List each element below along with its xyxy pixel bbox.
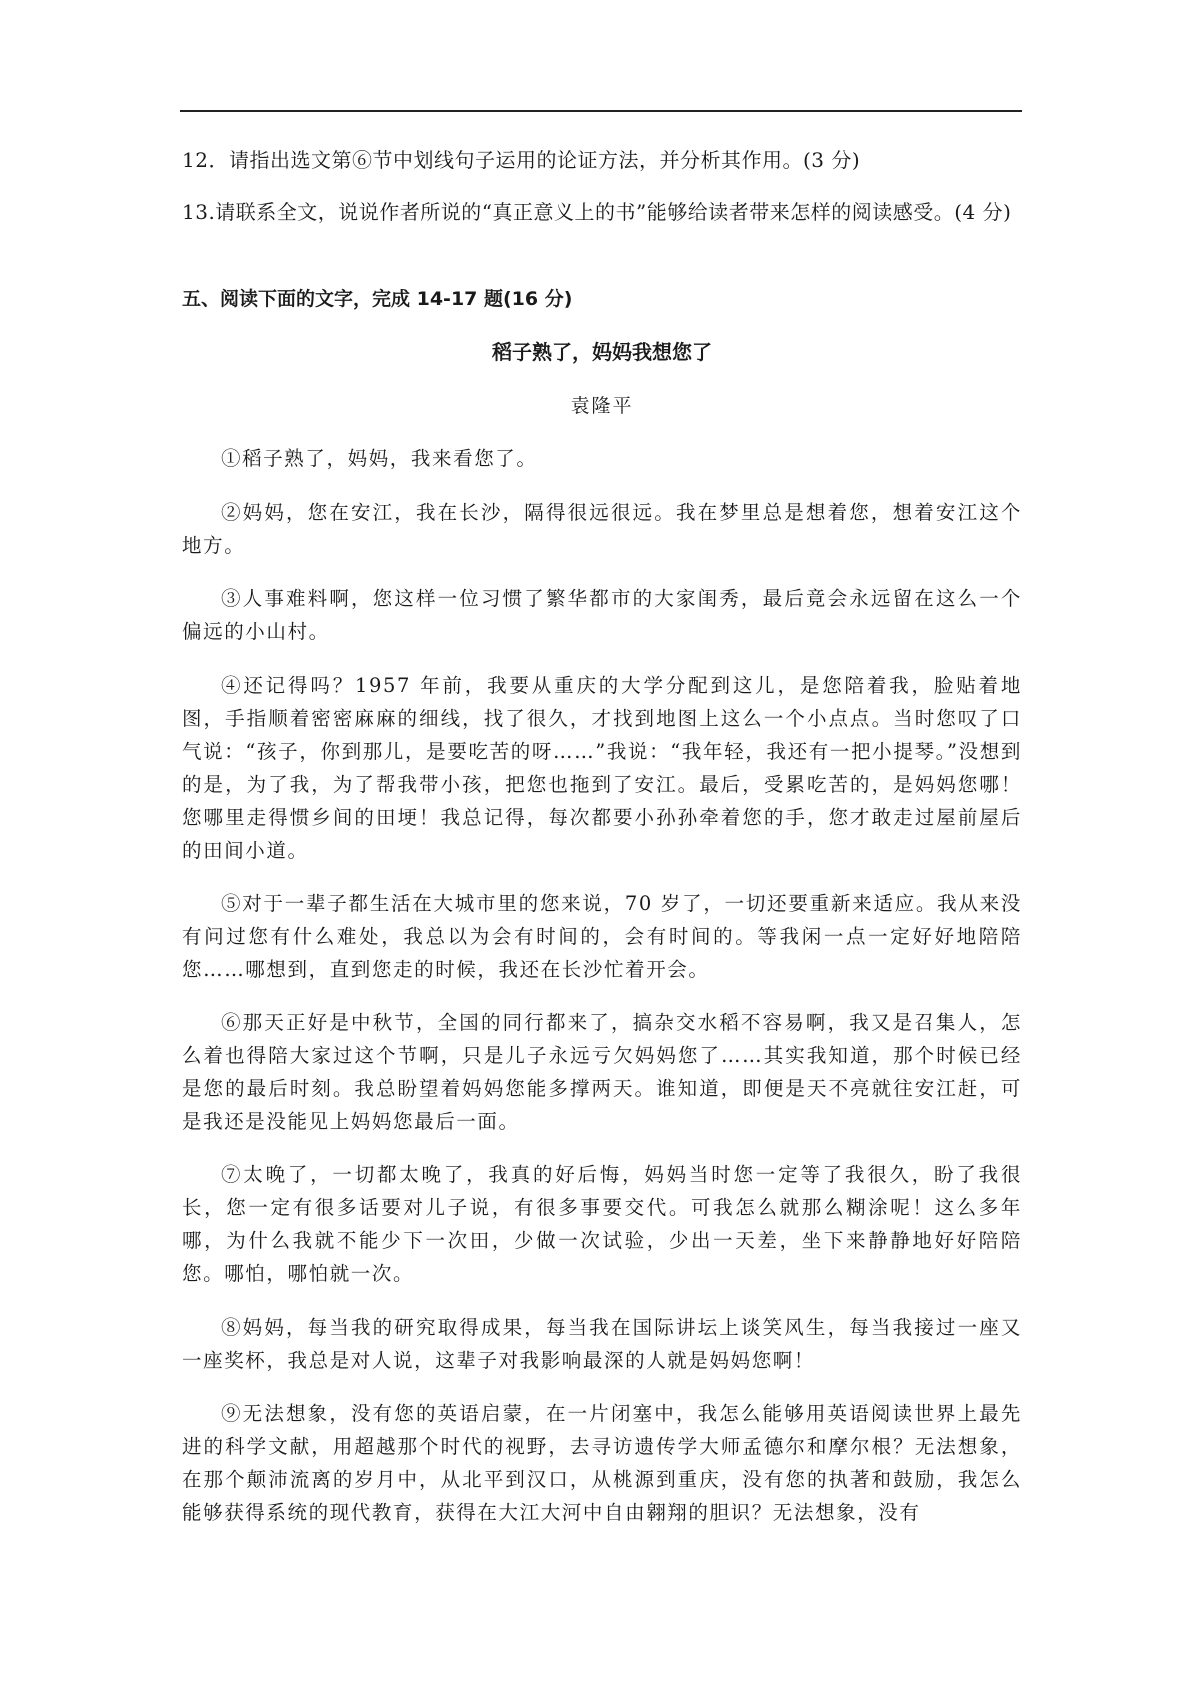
paragraph-3: ③人事难料啊，您这样一位习惯了繁华都市的大家闺秀，最后竟会永远留在这么一个偏远的小山村。: [182, 587, 1022, 643]
article-author: 袁隆平: [570, 395, 634, 417]
article-title: 稻子熟了，妈妈我想您了: [492, 340, 712, 364]
header-rule: [180, 110, 1022, 112]
question-12: 12．请指出选文第⑥节中划线句子运用的论证方法，并分析其作用。(3 分): [182, 148, 861, 172]
paragraph-7: ⑦太晚了，一切都太晚了，我真的好后悔，妈妈当时您一定等了我很久，盼了我很长，您一定有很多话要对儿子说，有很多事要交代。可我怎么就那么糊涂呢！这么多年哪，为什么我就不能少下一次田，少做一次试验，少出一天差，坐下来静静地好好陪陪您。哪怕，哪怕就一次。: [182, 1163, 1022, 1285]
paragraph-1: ①稻子熟了，妈妈，我来看您了。: [221, 447, 538, 470]
paragraph-8: ⑧妈妈，每当我的研究取得成果，每当我在国际讲坛上谈笑风生，每当我接过一座又一座奖杯，我总是对人说，这辈子对我影响最深的人就是妈妈您啊！: [182, 1316, 1022, 1372]
question-13: 13.请联系全文，说说作者所说的“真正意义上的书”能够给读者带来怎样的阅读感受。(4 分): [182, 200, 1012, 224]
paragraph-2: ②妈妈，您在安江，我在长沙，隔得很远很远。我在梦里总是想着您，想着安江这个地方。: [182, 501, 1022, 557]
section-heading: 五、阅读下面的文字，完成 14-17 题(16 分): [182, 288, 573, 310]
paragraph-5: ⑤对于一辈子都生活在大城市里的您来说，70 岁了，一切还要重新来适应。我从来没有问过您有什么难处，我总以为会有时间的，会有时间的。等我闲一点一定好好地陪陪您……哪想到，直到您走的时候，我还在长沙忙着开会。: [182, 892, 1022, 981]
paragraph-9: ⑨无法想象，没有您的英语启蒙，在一片闭塞中，我怎么能够用英语阅读世界上最先进的科学文献，用超越那个时代的视野，去寻访遗传学大师孟德尔和摩尔根？无法想象，在那个颠沛流离的岁月中，从北平到汉口，从桃源到重庆，没有您的执著和鼓励，我怎么能够获得系统的现代教育，获得在大江大河中自由翱翔的胆识？无法想象，没有: [182, 1402, 1022, 1524]
paragraph-6: ⑥那天正好是中秋节，全国的同行都来了，搞杂交水稻不容易啊，我又是召集人，怎么着也得陪大家过这个节啊，只是儿子永远亏欠妈妈您了……其实我知道，那个时候已经是您的最后时刻。我总盼望着妈妈您能多撑两天。谁知道，即便是天不亮就往安江赶，可是我还是没能见上妈妈您最后一面。: [182, 1011, 1022, 1133]
paragraph-4: ④还记得吗？1957 年前，我要从重庆的大学分配到这儿，是您陪着我，脸贴着地图，手指顺着密密麻麻的细线，找了很久，才找到地图上这么一个小点点。当时您叹了口气说：“孩子，你到那儿，是要吃苦的呀……”我说：“我年轻，我还有一把小提琴。”没想到的是，为了我，为了帮我带小孩，把您也拖到了安江。最后，受累吃苦的，是妈妈您哪！您哪里走得惯乡间的田埂！我总记得，每次都要小孙孙牵着您的手，您才敢走过屋前屋后的田间小道。: [182, 674, 1022, 862]
